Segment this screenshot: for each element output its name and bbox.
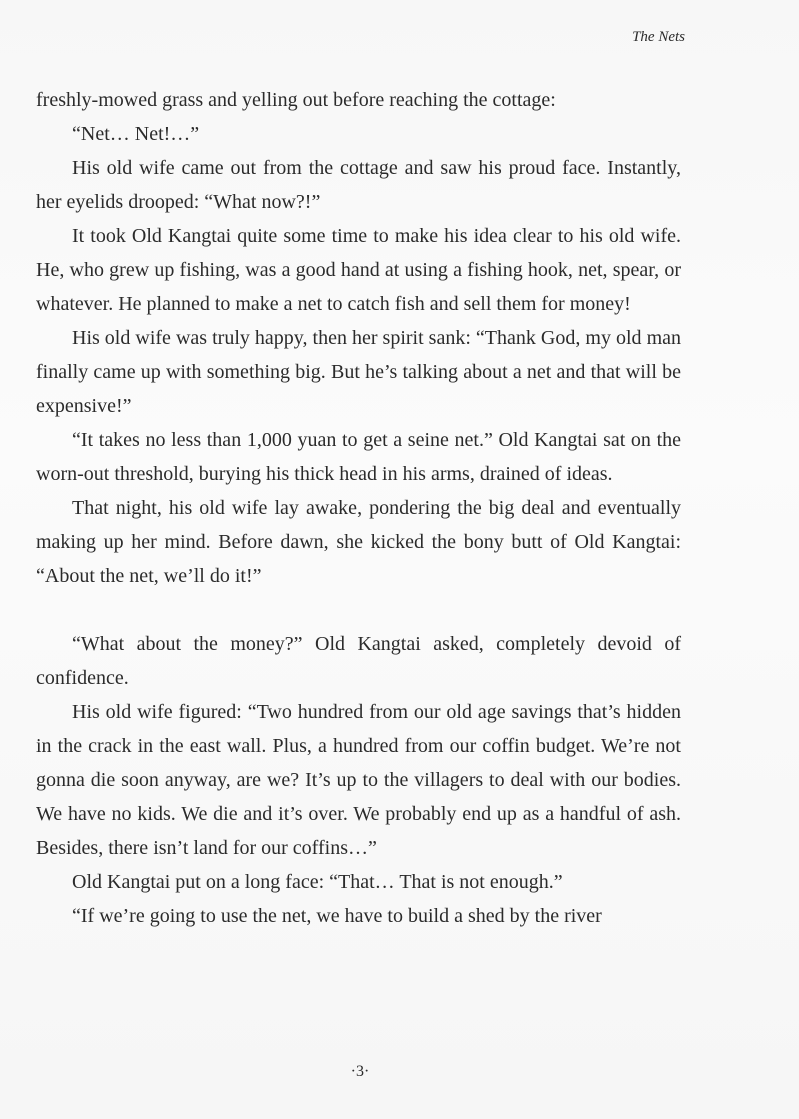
paragraph: “What about the money?” Old Kangtai asked, completely devoid of confidence. (36, 633, 681, 689)
paragraph: His old wife figured: “Two hundred from our old age savings that’s hidden in the crack in the east wall. Plus, a hundred from our coffin budget. We’re not gonna die soon anyway, are we? It’s up to the villagers to deal with our bodies. We have no kids. We die and it’s over. We probably end up as a handful of ash. Besides, there isn’t land for our coffins…” (36, 701, 681, 859)
paragraph: “It takes no less than 1,000 yuan to get a seine net.” Old Kangtai sat on the worn-out threshold, burying his thick head in his arms, drained of ideas. (36, 429, 681, 485)
paragraph: “Net… Net!…” (72, 123, 200, 145)
paragraph: That night, his old wife lay awake, pondering the big deal and eventually making up her mind. Before dawn, she kicked the bony butt of Old Kangtai: “About the net, we’ll do it!” (36, 497, 681, 587)
paragraph: Old Kangtai put on a long face: “That… That is not enough.” (72, 871, 563, 893)
paragraph: It took Old Kangtai quite some time to make his idea clear to his old wife. He, who grew up fishing, was a good hand at using a fishing hook, net, spear, or whatever. He planned to make a net to catch fish and sell them for money! (36, 225, 681, 315)
paragraph: His old wife came out from the cottage and saw his proud face. Instantly, her eyelids drooped: “What now?!” (36, 157, 681, 213)
paragraph: His old wife was truly happy, then her spirit sank: “Thank God, my old man finally came up with something big. But he’s talking about a net and that will be expensive!” (36, 327, 681, 417)
body-text (36, 83, 681, 933)
running-head: The Nets (632, 29, 685, 45)
page-number: ·3· (350, 1063, 370, 1080)
paragraph: freshly-mowed grass and yelling out before reaching the cottage: (36, 89, 556, 111)
paragraph: “If we’re going to use the net, we have to build a shed by the river (72, 905, 602, 927)
